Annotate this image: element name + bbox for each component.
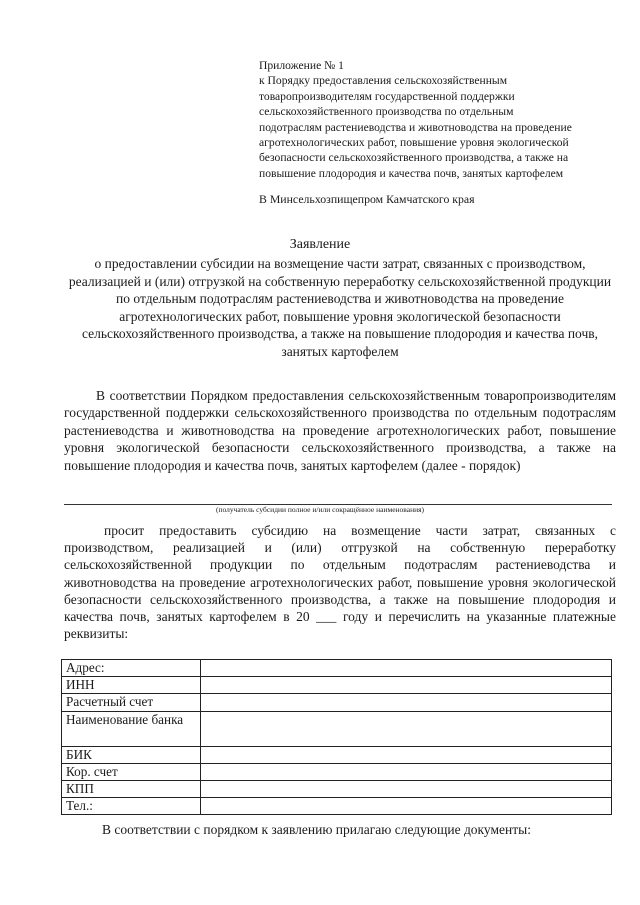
table-row [62, 746, 612, 763]
row-value-field[interactable] [201, 660, 612, 677]
annex-line: товаропроизводителям государственной поддержки [259, 89, 515, 103]
document-subtitle: о предоставлении субсидии на возмещение части затрат, связанных с производством, реализацией и (или) отгрузкой на собственную переработку сельскохозяйственной продукции по отдельным подотраслям растениеводства и животноводства на проведение агротехнологических работ, повышение уровня экологической безопасности сельскохозяйственного производства, а также на повышение плодородия и качества почв, занятых картофелем [68, 256, 612, 359]
table-row [62, 763, 612, 780]
intro-paragraph: В соответствии Порядком предоставления сельскохозяйственным товаропроизводителям государственной поддержки сельскохозяйственного производства по отдельным подотраслям растениеводства и животноводства на проведение агротехнологических работ, повышение уровня экологической безопасности сельскохозяйственного производства, а также на повышение плодородия и качества почв, занятых картофелем (далее - порядок) [64, 388, 616, 473]
annex-header [259, 58, 619, 181]
row-label: Тел.: [62, 798, 201, 815]
row-value-field[interactable] [201, 694, 612, 711]
row-value-field[interactable] [201, 763, 612, 780]
annex-line: к Порядку предоставления сельскохозяйственным [259, 74, 508, 88]
table-row [62, 694, 612, 711]
table-row [62, 781, 612, 798]
row-label: Адрес: [62, 660, 201, 677]
annex-line: агротехнологических работ, повышение уровня экологической [259, 136, 569, 150]
row-label: Наименование банка [62, 711, 201, 746]
payment-details-table [61, 659, 612, 815]
row-value-field[interactable] [201, 746, 612, 763]
annex-line: подотраслям растениеводства и животноводства на проведение [259, 120, 572, 134]
row-label: БИК [62, 746, 201, 763]
row-value-field[interactable] [201, 711, 612, 746]
table-row [62, 677, 612, 694]
row-value-field[interactable] [201, 798, 612, 815]
row-value-field[interactable] [201, 781, 612, 798]
row-value-field[interactable] [201, 677, 612, 694]
request-paragraph: просит предоставить субсидию на возмещение части затрат, связанных с производством, реализацией и (или) отгрузкой на собственную переработку сельскохозяйственной продукции по отдельным подотраслям растениеводства и животноводства на проведение агротехнологических работ, повышение уровня экологической безопасности сельскохозяйственного производства, а также на повышение плодородия и качества почв, занятых картофелем в 20 ___ году и перечислить на указанные платежные реквизиты: [64, 523, 616, 642]
addressee: В Минсельхозпищепром Камчатского края [259, 192, 475, 206]
row-label: КПП [62, 781, 201, 798]
annex-line: повышение плодородия и качества почв, занятых картофелем [259, 166, 564, 180]
annex-line: безопасности сельскохозяйственного производства, а также на [259, 151, 569, 165]
annex-line: Приложение № 1 [259, 59, 344, 72]
row-label: ИНН [62, 677, 201, 694]
attachments-intro: В соответствии с порядком к заявлению прилагаю следующие документы: [102, 822, 531, 837]
row-label: Кор. счет [62, 763, 201, 780]
annex-line: сельскохозяйственного производства по отдельным [259, 105, 514, 119]
document-title: Заявление [289, 237, 351, 252]
table-row [62, 711, 612, 746]
recipient-caption: (получатель субсидии полное и/или сокращённое наименования) [215, 505, 425, 514]
row-label: Расчетный счет [62, 694, 201, 711]
table-row [62, 798, 612, 815]
table-row [62, 660, 612, 677]
